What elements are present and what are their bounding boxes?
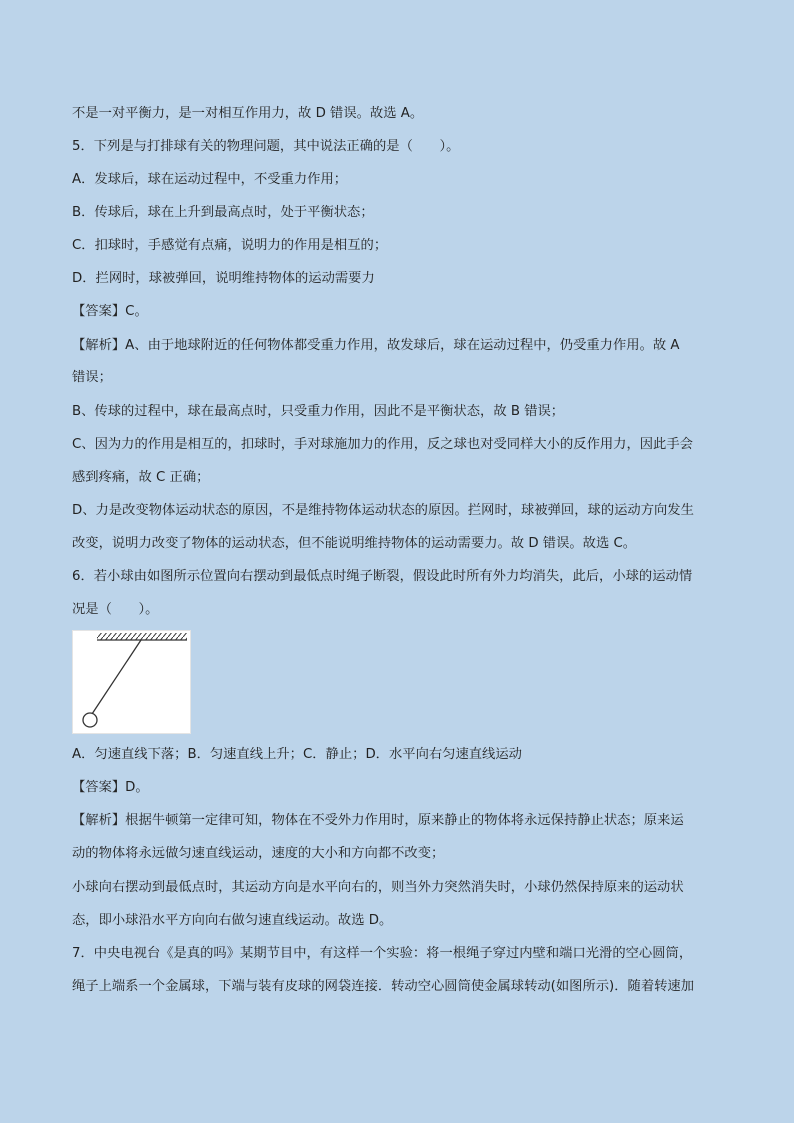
analysis-line: 动的物体将永远做匀速直线运动，速度的大小和方向都不改变； [72, 846, 445, 861]
question-7-stem: 绳子上端系一个金属球，下端与装有皮球的网袋连接．转动空心圆筒使金属球转动(如图所示)．随着转速加 [72, 979, 695, 994]
pendulum-figure [72, 630, 191, 734]
analysis-line: D、力是改变物体运动状态的原因，不是维持物体运动状态的原因。拦网时，球被弹回，球的运动方向发生 [72, 503, 694, 518]
question-7-stem: 7．中央电视台《是真的吗》某期节目中，有这样一个实验：将一根绳子穿过内壁和端口光滑的空心圆筒， [72, 946, 693, 961]
answer: 【答案】D。 [72, 780, 149, 795]
analysis-line: B、传球的过程中，球在最高点时，只受重力作用，因此不是平衡状态，故 B 错误； [72, 404, 565, 419]
pendulum-diagram [73, 631, 190, 733]
pendulum-string [92, 640, 141, 714]
pendulum-ball [83, 713, 97, 727]
ceiling-hatch [97, 633, 187, 640]
analysis-line: 【解析】A、由于地球附近的任何物体都受重力作用，故发球后，球在运动过程中，仍受重力作用。故 A [72, 338, 680, 353]
analysis-line: 错误； [72, 370, 112, 385]
analysis-line: 改变，说明力改变了物体的运动状态，但不能说明维持物体的运动需要力。故 D 错误。故选 C。 [72, 536, 637, 551]
analysis-line: 【解析】根据牛顿第一定律可知，物体在不受外力作用时，原来静止的物体将永远保持静止状态；原来运 [72, 813, 684, 828]
option-b: B．传球后，球在上升到最高点时，处于平衡状态； [72, 205, 374, 220]
question-5-stem: 5．下列是与打排球有关的物理问题，其中说法正确的是（ ）。 [72, 139, 460, 154]
option-a: A．发球后，球在运动过程中，不受重力作用； [72, 172, 348, 187]
question-6-stem: 况是（ ）。 [72, 602, 159, 617]
analysis-line: 态，即小球沿水平方向向右做匀速直线运动。故选 D。 [72, 913, 393, 928]
analysis-line: 感到疼痛，故 C 正确； [72, 470, 210, 485]
analysis-line: 小球向右摆动到最低点时，其运动方向是水平向右的，则当外力突然消失时，小球仍然保持原来的运动状 [72, 880, 684, 895]
option-d: D．拦网时，球被弹回，说明维持物体的运动需要力 [72, 271, 375, 286]
question-6-stem: 6．若小球由如图所示位置向右摆动到最低点时绳子断裂，假设此时所有外力均消失，此后，小球的运动情 [72, 569, 693, 584]
question-6-options: A．匀速直线下落；B．匀速直线上升；C．静止；D．水平向右匀速直线运动 [72, 747, 522, 762]
answer: 【答案】C。 [72, 304, 148, 319]
analysis-line: C、因为力的作用是相互的，扣球时，手对球施加力的作用，反之球也对受同样大小的反作用力，因此手会 [72, 437, 693, 452]
text-line: 不是一对平衡力，是一对相互作用力，故 D 错误。故选 A。 [72, 106, 424, 121]
option-c: C．扣球时，手感觉有点痛，说明力的作用是相互的； [72, 238, 388, 253]
